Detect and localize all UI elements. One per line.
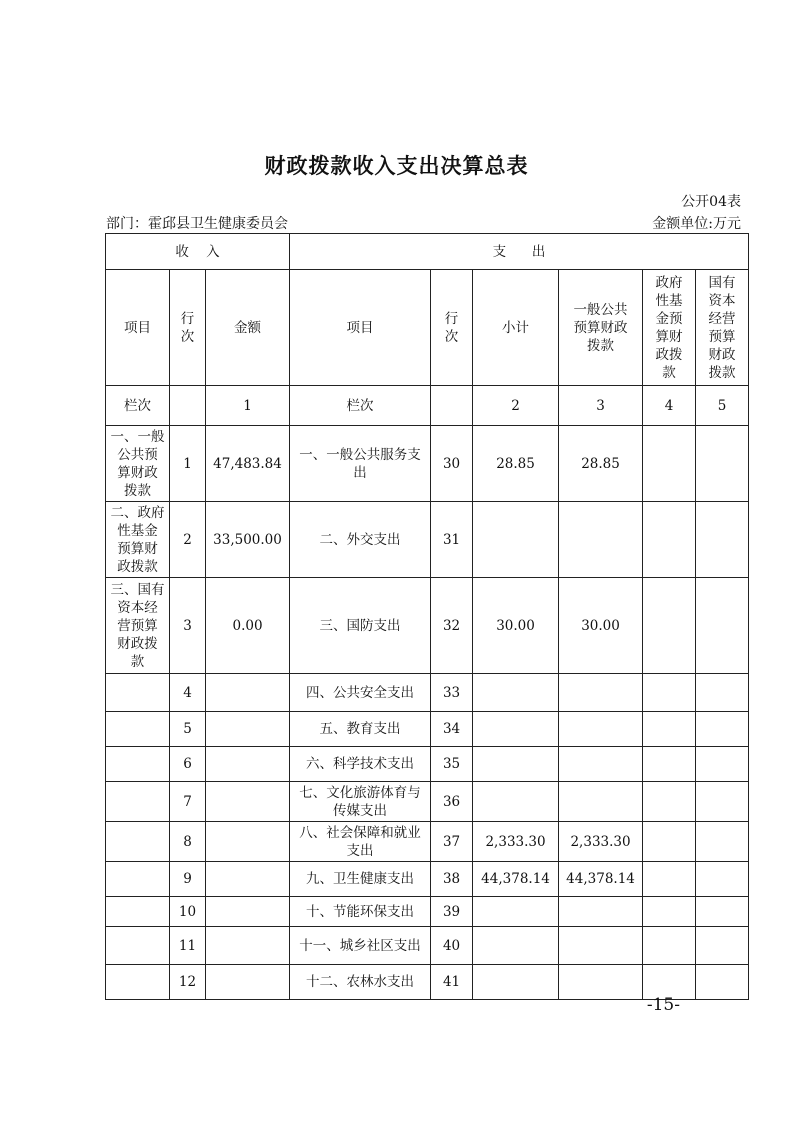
expense-project-header: 项目 bbox=[290, 270, 431, 386]
expense-row-no: 32 bbox=[431, 578, 473, 674]
income-amount bbox=[206, 747, 290, 782]
income-amount bbox=[206, 862, 290, 897]
state-capital-cell bbox=[696, 822, 749, 862]
general-budget-cell bbox=[559, 747, 643, 782]
income-item bbox=[106, 927, 170, 965]
gov-fund-cell bbox=[643, 862, 696, 897]
column-index-gov-fund: 4 bbox=[643, 386, 696, 426]
expense-item: 七、文化旅游体育与 传媒支出 bbox=[290, 782, 431, 822]
general-budget-cell: 2,333.30 bbox=[559, 822, 643, 862]
gov-fund-cell bbox=[643, 578, 696, 674]
form-code: 公开04表 bbox=[681, 194, 741, 210]
state-capital-cell bbox=[696, 674, 749, 712]
state-capital-cell bbox=[696, 782, 749, 822]
income-amount bbox=[206, 897, 290, 927]
column-index-subtotal: 2 bbox=[473, 386, 559, 426]
income-item: 一、一般 公共预 算财政 拨款 bbox=[106, 426, 170, 502]
income-row-no-header: 行 次 bbox=[170, 270, 206, 386]
income-amount bbox=[206, 674, 290, 712]
expense-row-no: 39 bbox=[431, 897, 473, 927]
fiscal-summary-table bbox=[105, 233, 749, 1000]
gov-fund-cell bbox=[643, 927, 696, 965]
subtotal-cell bbox=[473, 502, 559, 578]
table-row bbox=[106, 822, 749, 862]
column-index-expense-label: 栏次 bbox=[290, 386, 431, 426]
state-capital-cell bbox=[696, 747, 749, 782]
income-row-no: 3 bbox=[170, 578, 206, 674]
column-index-state-capital: 5 bbox=[696, 386, 749, 426]
general-budget-cell: 30.00 bbox=[559, 578, 643, 674]
table-row bbox=[106, 578, 749, 674]
income-item bbox=[106, 712, 170, 747]
income-amount: 47,483.84 bbox=[206, 426, 290, 502]
gov-fund-cell bbox=[643, 712, 696, 747]
income-header: 收 入 bbox=[106, 234, 290, 270]
table-row bbox=[106, 782, 749, 822]
general-budget-cell: 28.85 bbox=[559, 426, 643, 502]
unit-label: 金额单位:万元 bbox=[652, 216, 741, 232]
income-amount bbox=[206, 965, 290, 1000]
table-row bbox=[106, 502, 749, 578]
subtotal-cell: 28.85 bbox=[473, 426, 559, 502]
table-row bbox=[106, 862, 749, 897]
general-budget-cell bbox=[559, 965, 643, 1000]
gov-fund-cell bbox=[643, 897, 696, 927]
expense-row-no: 37 bbox=[431, 822, 473, 862]
income-row-no: 5 bbox=[170, 712, 206, 747]
expense-row-no: 41 bbox=[431, 965, 473, 1000]
income-item bbox=[106, 965, 170, 1000]
income-row-no: 2 bbox=[170, 502, 206, 578]
gov-fund-cell bbox=[643, 426, 696, 502]
state-capital-cell bbox=[696, 965, 749, 1000]
expense-item: 六、科学技术支出 bbox=[290, 747, 431, 782]
expense-row-no: 38 bbox=[431, 862, 473, 897]
page-number: -15- bbox=[646, 995, 680, 1015]
column-index-amount: 1 bbox=[206, 386, 290, 426]
subtotal-cell bbox=[473, 782, 559, 822]
general-budget-cell bbox=[559, 674, 643, 712]
expense-item: 八、社会保障和就业 支出 bbox=[290, 822, 431, 862]
income-row-no: 8 bbox=[170, 822, 206, 862]
expense-item: 三、国防支出 bbox=[290, 578, 431, 674]
expense-row-no: 34 bbox=[431, 712, 473, 747]
gov-fund-cell bbox=[643, 502, 696, 578]
state-capital-cell bbox=[696, 927, 749, 965]
income-row-no: 6 bbox=[170, 747, 206, 782]
table-row bbox=[106, 747, 749, 782]
table-row bbox=[106, 712, 749, 747]
subtotal-cell bbox=[473, 712, 559, 747]
table-row bbox=[106, 897, 749, 927]
income-item bbox=[106, 862, 170, 897]
income-row-no: 11 bbox=[170, 927, 206, 965]
income-amount bbox=[206, 822, 290, 862]
expense-item: 四、公共安全支出 bbox=[290, 674, 431, 712]
income-item bbox=[106, 897, 170, 927]
income-amount bbox=[206, 927, 290, 965]
general-budget-cell bbox=[559, 927, 643, 965]
expense-row-no: 31 bbox=[431, 502, 473, 578]
gov-fund-cell bbox=[643, 747, 696, 782]
gov-fund-cell bbox=[643, 674, 696, 712]
gov-fund-cell bbox=[643, 822, 696, 862]
column-index-label: 栏次 bbox=[106, 386, 170, 426]
table-row bbox=[106, 426, 749, 502]
income-amount bbox=[206, 712, 290, 747]
income-item bbox=[106, 747, 170, 782]
expense-row-no: 36 bbox=[431, 782, 473, 822]
expense-item: 十、节能环保支出 bbox=[290, 897, 431, 927]
income-row-no: 7 bbox=[170, 782, 206, 822]
table-row bbox=[106, 674, 749, 712]
income-amount bbox=[206, 782, 290, 822]
general-budget-cell: 44,378.14 bbox=[559, 862, 643, 897]
subtotal-header: 小计 bbox=[473, 270, 559, 386]
department-label: 部门：霍邱县卫生健康委员会 bbox=[106, 216, 288, 232]
state-capital-cell bbox=[696, 426, 749, 502]
subtotal-cell bbox=[473, 965, 559, 1000]
state-capital-cell bbox=[696, 862, 749, 897]
gov-fund-header: 政府 性基 金预 算财 政拨 款 bbox=[643, 270, 696, 386]
state-capital-cell bbox=[696, 712, 749, 747]
income-item bbox=[106, 822, 170, 862]
general-budget-cell bbox=[559, 897, 643, 927]
state-capital-cell bbox=[696, 502, 749, 578]
column-index-blank bbox=[170, 386, 206, 426]
table-row bbox=[106, 927, 749, 965]
expense-item: 九、卫生健康支出 bbox=[290, 862, 431, 897]
income-amount: 0.00 bbox=[206, 578, 290, 674]
subtotal-cell bbox=[473, 897, 559, 927]
income-row-no: 1 bbox=[170, 426, 206, 502]
income-row-no: 4 bbox=[170, 674, 206, 712]
income-amount: 33,500.00 bbox=[206, 502, 290, 578]
subtotal-cell bbox=[473, 674, 559, 712]
expense-item: 五、教育支出 bbox=[290, 712, 431, 747]
income-project-header: 项目 bbox=[106, 270, 170, 386]
column-index-general: 3 bbox=[559, 386, 643, 426]
state-capital-header: 国有 资本 经营 预算 财政 拨款 bbox=[696, 270, 749, 386]
expense-row-no: 35 bbox=[431, 747, 473, 782]
subtotal-cell: 2,333.30 bbox=[473, 822, 559, 862]
expense-row-no-header: 行 次 bbox=[431, 270, 473, 386]
expense-row-no: 40 bbox=[431, 927, 473, 965]
expense-header: 支 出 bbox=[290, 234, 749, 270]
income-item bbox=[106, 674, 170, 712]
expense-item: 二、外交支出 bbox=[290, 502, 431, 578]
general-budget-cell bbox=[559, 502, 643, 578]
income-row-no: 9 bbox=[170, 862, 206, 897]
general-budget-cell bbox=[559, 782, 643, 822]
subtotal-cell bbox=[473, 747, 559, 782]
general-budget-header: 一般公共 预算财政 拨款 bbox=[559, 270, 643, 386]
subtotal-cell: 44,378.14 bbox=[473, 862, 559, 897]
expense-item: 一、一般公共服务支 出 bbox=[290, 426, 431, 502]
expense-row-no: 30 bbox=[431, 426, 473, 502]
subtotal-cell bbox=[473, 927, 559, 965]
income-item: 二、政府 性基金 预算财 政拨款 bbox=[106, 502, 170, 578]
page-title: 财政拨款收入支出决算总表 bbox=[264, 154, 529, 178]
income-row-no: 10 bbox=[170, 897, 206, 927]
state-capital-cell bbox=[696, 897, 749, 927]
amount-header: 金额 bbox=[206, 270, 290, 386]
gov-fund-cell bbox=[643, 782, 696, 822]
expense-row-no: 33 bbox=[431, 674, 473, 712]
state-capital-cell bbox=[696, 578, 749, 674]
expense-item: 十一、城乡社区支出 bbox=[290, 927, 431, 965]
income-row-no: 12 bbox=[170, 965, 206, 1000]
expense-item: 十二、农林水支出 bbox=[290, 965, 431, 1000]
general-budget-cell bbox=[559, 712, 643, 747]
income-item bbox=[106, 782, 170, 822]
column-index-blank bbox=[431, 386, 473, 426]
subtotal-cell: 30.00 bbox=[473, 578, 559, 674]
income-item: 三、国有 资本经 营预算 财政拨 款 bbox=[106, 578, 170, 674]
